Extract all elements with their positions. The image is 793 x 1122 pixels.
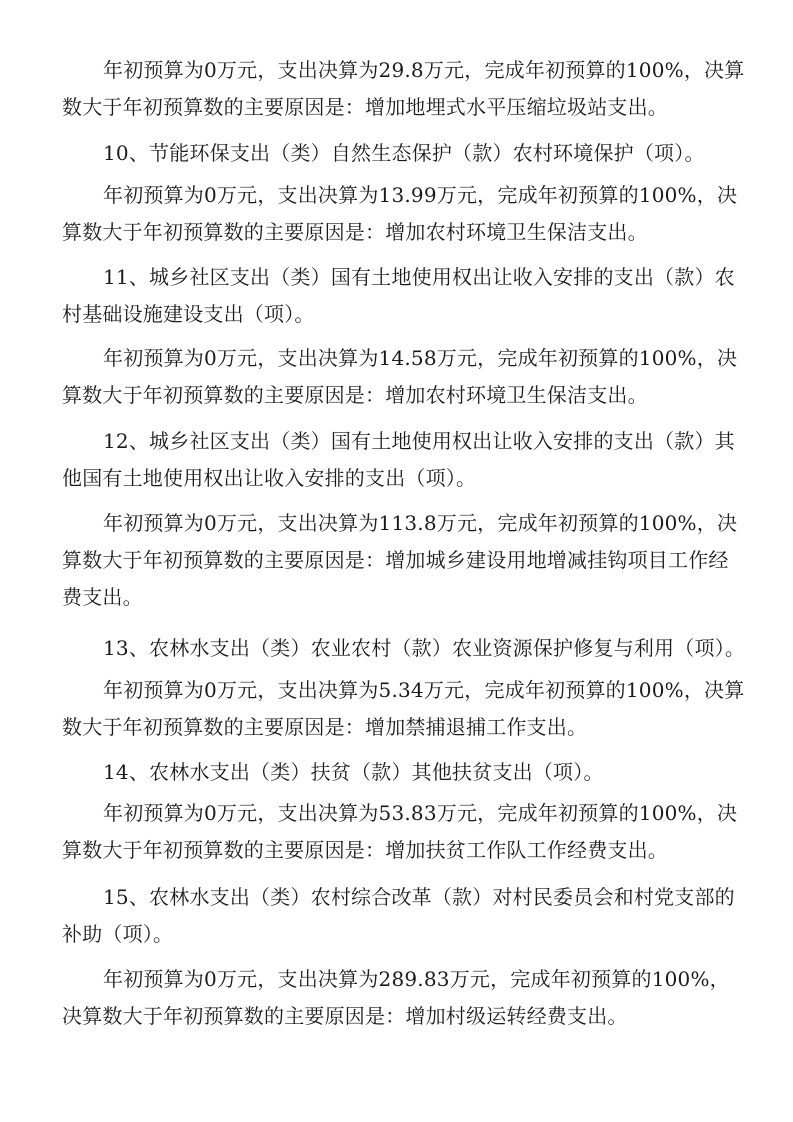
paragraph-budget-explanation-13: 年初预算为0万元，支出决算为5.34万元，完成年初预算的100%，决算数大于年初预算数的主要原因是：增加禁捕退捕工作支出。 — [62, 678, 745, 739]
paragraph-item-heading-13: 13、农林水支出（类）农业农村（款）农业资源保护修复与利用（项）。 — [103, 636, 746, 660]
paragraph-budget-explanation-10: 年初预算为0万元，支出决算为13.99万元，完成年初预算的100%，决算数大于年初预算数的主要原因是：增加农村环境卫生保洁支出。 — [62, 183, 738, 244]
paragraph-item-heading-10: 10、节能环保支出（类）自然生态保护（款）农村环境保护（项）。 — [103, 141, 705, 165]
paragraph-budget-explanation-14: 年初预算为0万元，支出决算为53.83万元，完成年初预算的100%，决算数大于年初预算数的主要原因是：增加扶贫工作队工作经费支出。 — [62, 801, 738, 862]
paragraph-item-heading-14: 14、农林水支出（类）扶贫（款）其他扶贫支出（项）。 — [103, 760, 604, 784]
paragraph-budget-explanation-15: 年初预算为0万元，支出决算为289.83万元，完成年初预算的100%，决算数大于年初预算数的主要原因是：增加村级运转经费支出。 — [62, 967, 730, 1028]
paragraph-item-heading-12: 12、城乡社区支出（类）国有土地使用权出让收入安排的支出（款）其他国有土地使用权出让收入安排的支出（项）。 — [62, 429, 735, 490]
paragraph-item-heading-15: 15、农林水支出（类）农村综合改革（款）对村民委员会和村党支部的补助（项）。 — [62, 885, 735, 946]
paragraph-budget-explanation-12: 年初预算为0万元，支出决算为113.8万元，完成年初预算的100%，决算数大于年初预算数的主要原因是：增加城乡建设用地增减挂钩项目工作经费支出。 — [62, 511, 738, 609]
paragraph-budget-explanation-9: 年初预算为0万元，支出决算为29.8万元，完成年初预算的100%，决算数大于年初预算数的主要原因是：增加地埋式水平压缩垃圾站支出。 — [62, 58, 745, 119]
paragraph-budget-explanation-11: 年初预算为0万元，支出决算为14.58万元，完成年初预算的100%，决算数大于年初预算数的主要原因是：增加农村环境卫生保洁支出。 — [62, 346, 738, 407]
paragraph-item-heading-11: 11、城乡社区支出（类）国有土地使用权出让收入安排的支出（款）农村基础设施建设支出（项）。 — [62, 265, 735, 326]
